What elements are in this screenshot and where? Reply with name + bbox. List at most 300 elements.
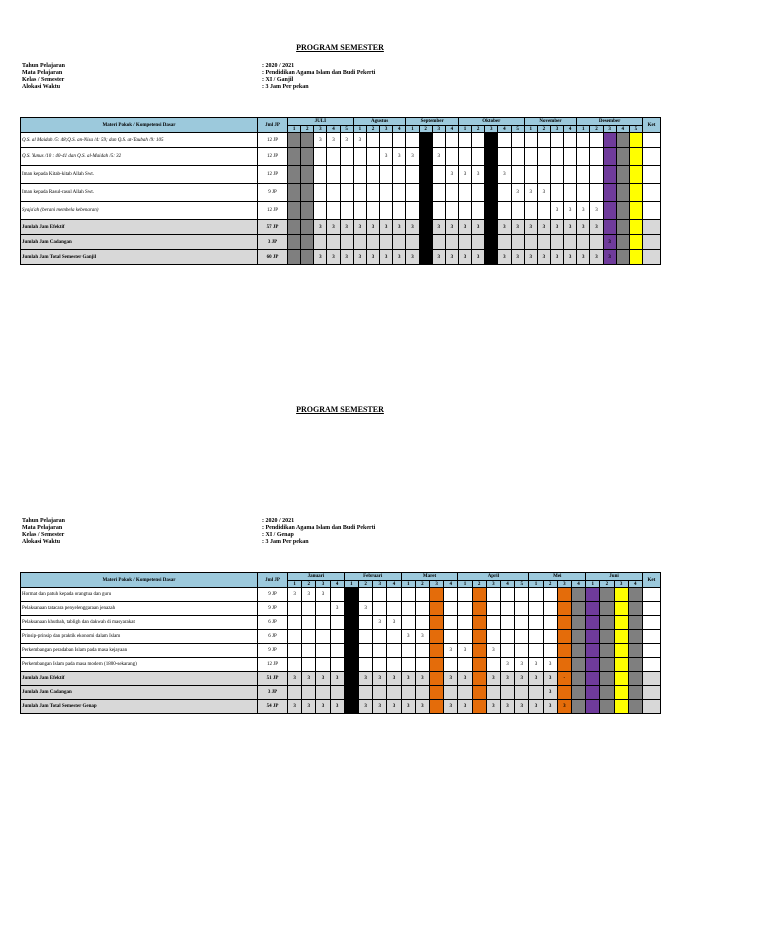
sem1-table bbox=[20, 117, 661, 265]
week-cell: 3 bbox=[577, 202, 590, 220]
info-value: : Pendidikan Agama Islam dan Budi Pekerti bbox=[262, 70, 376, 76]
week-cell bbox=[600, 672, 614, 686]
week-cell: 3 bbox=[316, 588, 330, 602]
week-cell bbox=[616, 235, 629, 250]
week-cell: 3 bbox=[537, 184, 550, 202]
header-week: 2 bbox=[415, 581, 429, 588]
week-cell bbox=[429, 672, 443, 686]
week-cell bbox=[485, 133, 498, 148]
week-cell: 3 bbox=[564, 250, 577, 265]
week-cell bbox=[529, 588, 543, 602]
week-cell bbox=[472, 148, 485, 166]
week-cell: 3 bbox=[327, 220, 340, 235]
header-week: 1 bbox=[577, 126, 590, 133]
table-row bbox=[21, 133, 661, 148]
week-cell bbox=[472, 630, 486, 644]
week-cell bbox=[616, 166, 629, 184]
week-cell bbox=[472, 700, 486, 714]
week-cell bbox=[302, 686, 316, 700]
week-cell: 3 bbox=[288, 672, 302, 686]
week-cell bbox=[603, 166, 616, 184]
sem1-info bbox=[22, 63, 375, 91]
week-cell bbox=[415, 602, 429, 616]
week-cell bbox=[316, 630, 330, 644]
header-week: 4 bbox=[628, 581, 642, 588]
week-cell bbox=[586, 700, 600, 714]
week-cell bbox=[564, 235, 577, 250]
week-cell bbox=[458, 630, 472, 644]
week-cell bbox=[373, 588, 387, 602]
header-week: 2 bbox=[358, 581, 372, 588]
week-cell bbox=[288, 616, 302, 630]
week-cell bbox=[366, 166, 379, 184]
week-cell bbox=[529, 686, 543, 700]
week-cell: 3 bbox=[387, 672, 401, 686]
ket-cell bbox=[642, 220, 660, 235]
week-cell bbox=[415, 616, 429, 630]
week-cell: 3 bbox=[458, 700, 472, 714]
week-cell: 3 bbox=[486, 672, 500, 686]
week-cell bbox=[344, 588, 358, 602]
week-cell bbox=[358, 644, 372, 658]
week-cell bbox=[511, 166, 524, 184]
week-cell bbox=[543, 644, 557, 658]
week-cell bbox=[406, 202, 419, 220]
week-cell bbox=[485, 235, 498, 250]
week-cell bbox=[445, 133, 458, 148]
week-cell bbox=[358, 616, 372, 630]
week-cell bbox=[498, 235, 511, 250]
week-cell bbox=[401, 658, 415, 672]
week-cell bbox=[444, 658, 458, 672]
week-cell: 3 bbox=[458, 220, 471, 235]
week-cell bbox=[614, 588, 628, 602]
week-cell: 3 bbox=[314, 250, 327, 265]
week-cell bbox=[600, 644, 614, 658]
ket-cell bbox=[642, 616, 660, 630]
week-cell: 3 bbox=[393, 148, 406, 166]
week-cell: 3 bbox=[590, 202, 603, 220]
header-week: 1 bbox=[401, 581, 415, 588]
week-cell bbox=[515, 602, 529, 616]
week-cell bbox=[393, 133, 406, 148]
week-cell bbox=[500, 602, 514, 616]
materi-cell: Syaja'ah (berani membela kebenaran) bbox=[21, 202, 258, 220]
header-week: 5 bbox=[511, 126, 524, 133]
week-cell bbox=[288, 202, 301, 220]
week-cell bbox=[380, 184, 393, 202]
week-cell bbox=[387, 602, 401, 616]
week-cell: 3 bbox=[472, 250, 485, 265]
week-cell bbox=[486, 630, 500, 644]
summary-row bbox=[21, 672, 661, 686]
header-month: Januari bbox=[288, 573, 345, 581]
week-cell bbox=[288, 658, 302, 672]
week-cell bbox=[353, 166, 366, 184]
week-cell bbox=[529, 630, 543, 644]
week-cell bbox=[500, 616, 514, 630]
week-cell bbox=[380, 133, 393, 148]
header-month: November bbox=[524, 118, 577, 126]
week-cell bbox=[500, 686, 514, 700]
header-week: 3 bbox=[614, 581, 628, 588]
jml-jp-cell: 3 JP bbox=[258, 686, 288, 700]
week-cell bbox=[445, 235, 458, 250]
materi-cell: Perkembangan Islam pada masa modern (1800-sekarang) bbox=[21, 658, 258, 672]
header-week: 2 bbox=[537, 126, 550, 133]
week-cell bbox=[564, 166, 577, 184]
week-cell bbox=[344, 686, 358, 700]
week-cell bbox=[629, 220, 642, 235]
week-cell bbox=[472, 202, 485, 220]
week-cell bbox=[515, 616, 529, 630]
week-cell: 3 bbox=[432, 250, 445, 265]
week-cell bbox=[557, 630, 571, 644]
week-cell bbox=[529, 616, 543, 630]
materi-cell: Perkembangan peradaban Islam pada masa kejayaan bbox=[21, 644, 258, 658]
week-cell bbox=[629, 166, 642, 184]
materi-cell: Jumlah Jam Cadangan bbox=[21, 235, 258, 250]
materi-cell: Iman kepada Rasul-rasul Allah Swt. bbox=[21, 184, 258, 202]
ket-cell bbox=[642, 148, 660, 166]
week-cell: 3 bbox=[515, 658, 529, 672]
week-cell: 3 bbox=[444, 672, 458, 686]
materi-cell: Jumlah Jam Total Semester Genap bbox=[21, 700, 258, 714]
week-cell: 3 bbox=[406, 220, 419, 235]
week-cell bbox=[458, 235, 471, 250]
week-cell bbox=[288, 220, 301, 235]
table-row bbox=[21, 166, 661, 184]
week-cell bbox=[486, 658, 500, 672]
jml-jp-cell: 57 JP bbox=[258, 220, 288, 235]
info-label: Tahun Pelajaran bbox=[22, 63, 65, 69]
sem2-title: PROGRAM SEMESTER bbox=[296, 405, 384, 414]
week-cell bbox=[444, 616, 458, 630]
info-label: Alokasi Waktu bbox=[22, 84, 61, 90]
week-cell: 3 bbox=[401, 630, 415, 644]
week-cell bbox=[302, 602, 316, 616]
week-cell bbox=[288, 602, 302, 616]
week-cell: 3 bbox=[353, 220, 366, 235]
week-cell: 3 bbox=[511, 250, 524, 265]
week-cell bbox=[429, 658, 443, 672]
week-cell bbox=[550, 148, 563, 166]
week-cell bbox=[302, 644, 316, 658]
week-cell bbox=[524, 166, 537, 184]
week-cell bbox=[444, 630, 458, 644]
week-cell bbox=[557, 616, 571, 630]
week-cell bbox=[301, 220, 314, 235]
week-cell: 3 bbox=[498, 220, 511, 235]
ket-cell bbox=[642, 630, 660, 644]
week-cell bbox=[600, 658, 614, 672]
jml-jp-cell: 3 JP bbox=[258, 235, 288, 250]
week-cell bbox=[401, 616, 415, 630]
week-cell bbox=[406, 133, 419, 148]
week-cell bbox=[537, 202, 550, 220]
week-cell bbox=[485, 220, 498, 235]
week-cell bbox=[387, 686, 401, 700]
week-cell: 3 bbox=[340, 220, 353, 235]
week-cell: 3 bbox=[515, 672, 529, 686]
week-cell bbox=[543, 588, 557, 602]
week-cell bbox=[429, 616, 443, 630]
materi-cell: Prinsip-prinsip dan praktik ekonomi dalam Islam bbox=[21, 630, 258, 644]
header-week: 1 bbox=[288, 126, 301, 133]
week-cell: 3 bbox=[330, 700, 344, 714]
week-cell bbox=[586, 602, 600, 616]
week-cell bbox=[415, 658, 429, 672]
week-cell bbox=[358, 658, 372, 672]
week-cell bbox=[288, 184, 301, 202]
week-cell bbox=[458, 588, 472, 602]
week-cell bbox=[288, 250, 301, 265]
week-cell: 3 bbox=[458, 672, 472, 686]
week-cell bbox=[288, 166, 301, 184]
week-cell bbox=[301, 166, 314, 184]
week-cell bbox=[571, 630, 585, 644]
week-cell bbox=[628, 616, 642, 630]
week-cell bbox=[511, 235, 524, 250]
week-cell bbox=[314, 235, 327, 250]
week-cell bbox=[432, 184, 445, 202]
week-cell: 3 bbox=[515, 700, 529, 714]
week-cell bbox=[353, 235, 366, 250]
week-cell bbox=[614, 630, 628, 644]
week-cell bbox=[301, 184, 314, 202]
info-value: : 3 Jam Per pekan bbox=[262, 539, 309, 545]
week-cell bbox=[353, 184, 366, 202]
week-cell bbox=[524, 202, 537, 220]
week-cell: 3 bbox=[444, 644, 458, 658]
week-cell bbox=[327, 166, 340, 184]
week-cell: 3 bbox=[366, 250, 379, 265]
header-week: 1 bbox=[458, 581, 472, 588]
week-cell bbox=[340, 202, 353, 220]
week-cell bbox=[302, 616, 316, 630]
week-cell bbox=[485, 202, 498, 220]
week-cell bbox=[616, 250, 629, 265]
week-cell bbox=[458, 658, 472, 672]
week-cell bbox=[340, 184, 353, 202]
week-cell: 3 bbox=[380, 148, 393, 166]
week-cell: 3 bbox=[302, 588, 316, 602]
week-cell bbox=[524, 235, 537, 250]
week-cell bbox=[486, 686, 500, 700]
week-cell bbox=[564, 133, 577, 148]
week-cell: 3 bbox=[380, 250, 393, 265]
week-cell: 3 bbox=[543, 658, 557, 672]
header-month: April bbox=[458, 573, 529, 581]
header-materi: Materi Pokok / Kompetensi Dasar bbox=[21, 573, 258, 588]
info-value: : 3 Jam Per pekan bbox=[262, 84, 309, 90]
week-cell: 3 bbox=[288, 588, 302, 602]
week-cell: 3 bbox=[537, 250, 550, 265]
week-cell: 3 bbox=[550, 202, 563, 220]
week-cell: 3 bbox=[358, 672, 372, 686]
week-cell bbox=[472, 133, 485, 148]
week-cell bbox=[406, 235, 419, 250]
week-cell bbox=[614, 602, 628, 616]
week-cell bbox=[616, 184, 629, 202]
week-cell bbox=[393, 184, 406, 202]
week-cell: 3 bbox=[358, 602, 372, 616]
week-cell bbox=[564, 148, 577, 166]
week-cell bbox=[616, 202, 629, 220]
week-cell bbox=[577, 166, 590, 184]
week-cell bbox=[537, 235, 550, 250]
week-cell bbox=[603, 202, 616, 220]
week-cell bbox=[515, 686, 529, 700]
week-cell bbox=[415, 644, 429, 658]
header-week: 1 bbox=[524, 126, 537, 133]
summary-row bbox=[21, 686, 661, 700]
week-cell: 3 bbox=[340, 250, 353, 265]
week-cell: 3 bbox=[393, 250, 406, 265]
week-cell: 3 bbox=[393, 220, 406, 235]
header-month: Oktober bbox=[458, 118, 524, 126]
week-cell bbox=[415, 686, 429, 700]
header-week: 2 bbox=[590, 126, 603, 133]
week-cell bbox=[616, 133, 629, 148]
week-cell bbox=[586, 686, 600, 700]
week-cell: 3 bbox=[316, 700, 330, 714]
header-week: 1 bbox=[586, 581, 600, 588]
week-cell: 3 bbox=[406, 148, 419, 166]
week-cell bbox=[393, 235, 406, 250]
info-label: Kelas / Semester bbox=[22, 77, 65, 83]
week-cell bbox=[486, 602, 500, 616]
week-cell bbox=[344, 658, 358, 672]
week-cell bbox=[340, 148, 353, 166]
header-week: 2 bbox=[302, 581, 316, 588]
week-cell: 3 bbox=[327, 133, 340, 148]
week-cell: 3 bbox=[401, 672, 415, 686]
week-cell: 3 bbox=[373, 672, 387, 686]
info-value: : Pendidikan Agama Islam dan Budi Pekerti bbox=[262, 525, 376, 531]
week-cell: 3 bbox=[444, 700, 458, 714]
header-week: 1 bbox=[529, 581, 543, 588]
jml-jp-cell: 12 JP bbox=[258, 658, 288, 672]
week-cell bbox=[387, 588, 401, 602]
week-cell bbox=[301, 235, 314, 250]
header-month: Mei bbox=[529, 573, 586, 581]
week-cell bbox=[330, 588, 344, 602]
week-cell: 3 bbox=[498, 250, 511, 265]
week-cell bbox=[628, 700, 642, 714]
week-cell bbox=[327, 235, 340, 250]
week-cell: 3 bbox=[373, 616, 387, 630]
week-cell bbox=[600, 588, 614, 602]
header-week: 2 bbox=[419, 126, 432, 133]
week-cell bbox=[472, 672, 486, 686]
week-cell bbox=[316, 644, 330, 658]
header-month: September bbox=[406, 118, 459, 126]
week-cell bbox=[302, 630, 316, 644]
week-cell bbox=[387, 658, 401, 672]
week-cell: 3 bbox=[358, 700, 372, 714]
header-ket: Ket bbox=[642, 118, 660, 133]
week-cell: 3 bbox=[302, 700, 316, 714]
week-cell bbox=[301, 133, 314, 148]
week-cell bbox=[586, 658, 600, 672]
jml-jp-cell: 54 JP bbox=[258, 700, 288, 714]
week-cell bbox=[571, 672, 585, 686]
week-cell: 3 bbox=[373, 700, 387, 714]
ket-cell bbox=[642, 235, 660, 250]
header-week: 1 bbox=[353, 126, 366, 133]
week-cell: 3 bbox=[500, 658, 514, 672]
week-cell bbox=[393, 166, 406, 184]
jml-jp-cell: 12 JP bbox=[258, 148, 288, 166]
week-cell: 3 bbox=[564, 202, 577, 220]
week-cell bbox=[432, 235, 445, 250]
header-week: 4 bbox=[387, 581, 401, 588]
week-cell bbox=[314, 184, 327, 202]
week-cell bbox=[458, 686, 472, 700]
week-cell bbox=[406, 184, 419, 202]
week-cell: 3 bbox=[603, 250, 616, 265]
week-cell: 3 bbox=[590, 250, 603, 265]
week-cell bbox=[445, 202, 458, 220]
header-week: 3 bbox=[314, 126, 327, 133]
week-cell bbox=[444, 588, 458, 602]
ket-cell bbox=[642, 588, 660, 602]
week-cell bbox=[498, 148, 511, 166]
materi-cell: Iman kepada Kitab-kitab Allah Swt. bbox=[21, 166, 258, 184]
week-cell: 3 bbox=[327, 250, 340, 265]
week-cell: 3 bbox=[500, 700, 514, 714]
week-cell bbox=[628, 644, 642, 658]
week-cell bbox=[288, 235, 301, 250]
jml-jp-cell: 60 JP bbox=[258, 250, 288, 265]
week-cell bbox=[366, 235, 379, 250]
week-cell bbox=[511, 202, 524, 220]
summary-row bbox=[21, 700, 661, 714]
week-cell bbox=[301, 202, 314, 220]
week-cell bbox=[366, 184, 379, 202]
week-cell bbox=[537, 148, 550, 166]
week-cell bbox=[432, 166, 445, 184]
week-cell bbox=[458, 616, 472, 630]
header-week: 4 bbox=[564, 126, 577, 133]
week-cell: 3 bbox=[458, 250, 471, 265]
info-label: Kelas / Semester bbox=[22, 532, 65, 538]
week-cell bbox=[629, 250, 642, 265]
ket-cell bbox=[642, 686, 660, 700]
header-week: 4 bbox=[498, 126, 511, 133]
week-cell: 3 bbox=[401, 700, 415, 714]
week-cell bbox=[564, 184, 577, 202]
week-cell bbox=[373, 644, 387, 658]
header-jml-jp: Jml JP bbox=[258, 573, 288, 588]
ket-cell bbox=[642, 658, 660, 672]
week-cell bbox=[515, 588, 529, 602]
week-cell: 3 bbox=[486, 644, 500, 658]
week-cell bbox=[614, 686, 628, 700]
table-row bbox=[21, 602, 661, 616]
week-cell: 3 bbox=[314, 133, 327, 148]
week-cell bbox=[600, 602, 614, 616]
ket-cell bbox=[642, 672, 660, 686]
week-cell: 3 bbox=[486, 700, 500, 714]
info-value: : XI / Genap bbox=[262, 532, 294, 538]
week-cell bbox=[327, 148, 340, 166]
week-cell bbox=[330, 630, 344, 644]
week-cell bbox=[419, 235, 432, 250]
materi-cell: Q.S. Yunus /10 : 40-41 dan Q.S. al-Maidah /5: 32 bbox=[21, 148, 258, 166]
week-cell bbox=[458, 184, 471, 202]
